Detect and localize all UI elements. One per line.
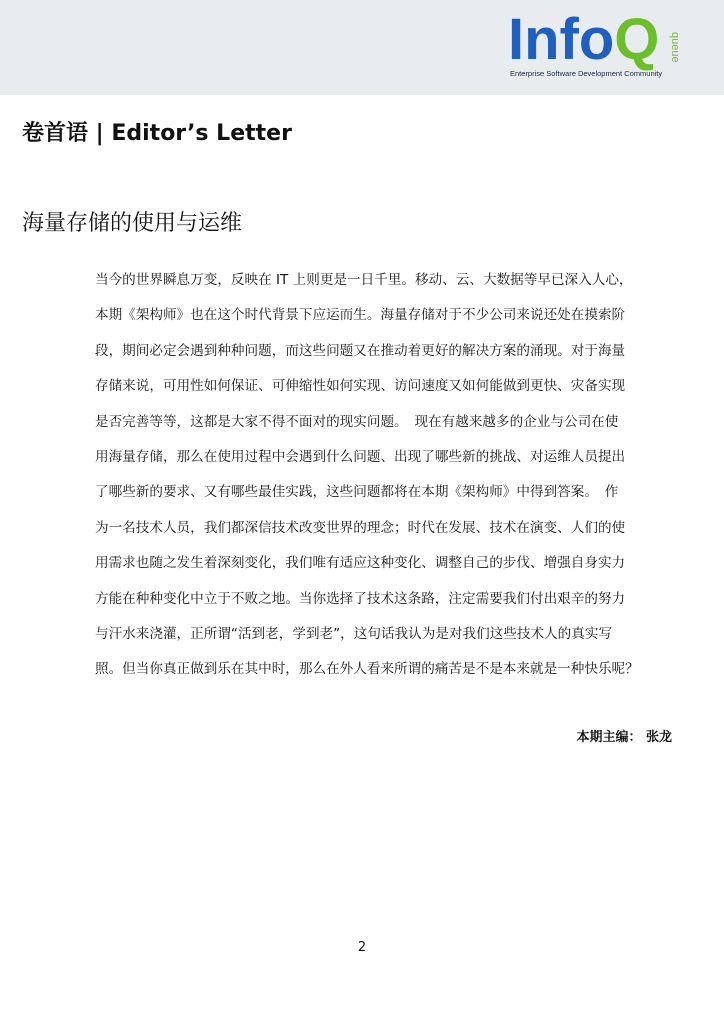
infoq-logo: [508, 8, 698, 80]
logo-wordmark-info: Info: [508, 7, 615, 72]
body-line: 存储来说，可用性如何保证、可伸缩性如何实现、访问速度又如何能做到更快、灾备实现: [95, 378, 626, 395]
body-line: 与汗水来浇灌，正所谓“活到老，学到老”，这句话我认为是对我们这些技术人的真实写: [95, 625, 613, 642]
body-line: 是否完善等等，这都是大家不得不面对的现实问题。 现在有越来越多的企业与公司在使: [95, 413, 619, 430]
body-line: 当今的世界瞬息万变，反映在 IT 上则更是一日千里。移动、云、大数据等早已深入人心，: [95, 272, 633, 288]
body-line: 照。但当你真正做到乐在其中时，那么在外人看来所谓的痛苦是不是本来就是一种快乐呢？: [95, 661, 639, 678]
body-line: 段，期间必定会遇到种种问题，而这些问题又在推动着更好的解决方案的涌现。对于海量: [95, 342, 626, 359]
logo-wordmark: [508, 8, 659, 72]
header-band: [0, 0, 724, 95]
article-title: 海量存储的使用与运维: [22, 211, 243, 236]
logo-queue-text: queue: [669, 32, 681, 63]
body-line: 了哪些新的要求、又有哪些最佳实践，这些问题都将在本期《架构师》中得到答案。 作: [95, 484, 619, 501]
body-line: 为一名技术人员，我们都深信技术改变世界的理念；时代在发展、技术在演变、人们的使: [95, 519, 626, 536]
logo-wordmark-q: Q: [614, 7, 660, 72]
section-title: 卷首语 | Editor’s Letter: [22, 121, 292, 146]
article-body: [95, 268, 695, 693]
body-line: 用海量存储，那么在使用过程中会遇到什么问题、出现了哪些新的挑战、对运维人员提出: [95, 448, 626, 465]
page-number: 2: [357, 940, 367, 955]
body-line: 用需求也随之发生着深刻变化，我们唯有适应这种变化、调整自己的步伐、增强自身实力: [95, 555, 626, 572]
body-line: 方能在种种变化中立于不败之地。当你选择了技术这条路，注定需要我们付出艰辛的努力: [95, 590, 626, 607]
logo-tagline: Enterprise Software Development Community: [510, 69, 663, 78]
editor-credit: 本期主编： 张龙: [576, 730, 672, 745]
body-line: 本期《架构师》也在这个时代背景下应运而生。海量存储对于不少公司来说还处在摸索阶: [95, 307, 626, 324]
